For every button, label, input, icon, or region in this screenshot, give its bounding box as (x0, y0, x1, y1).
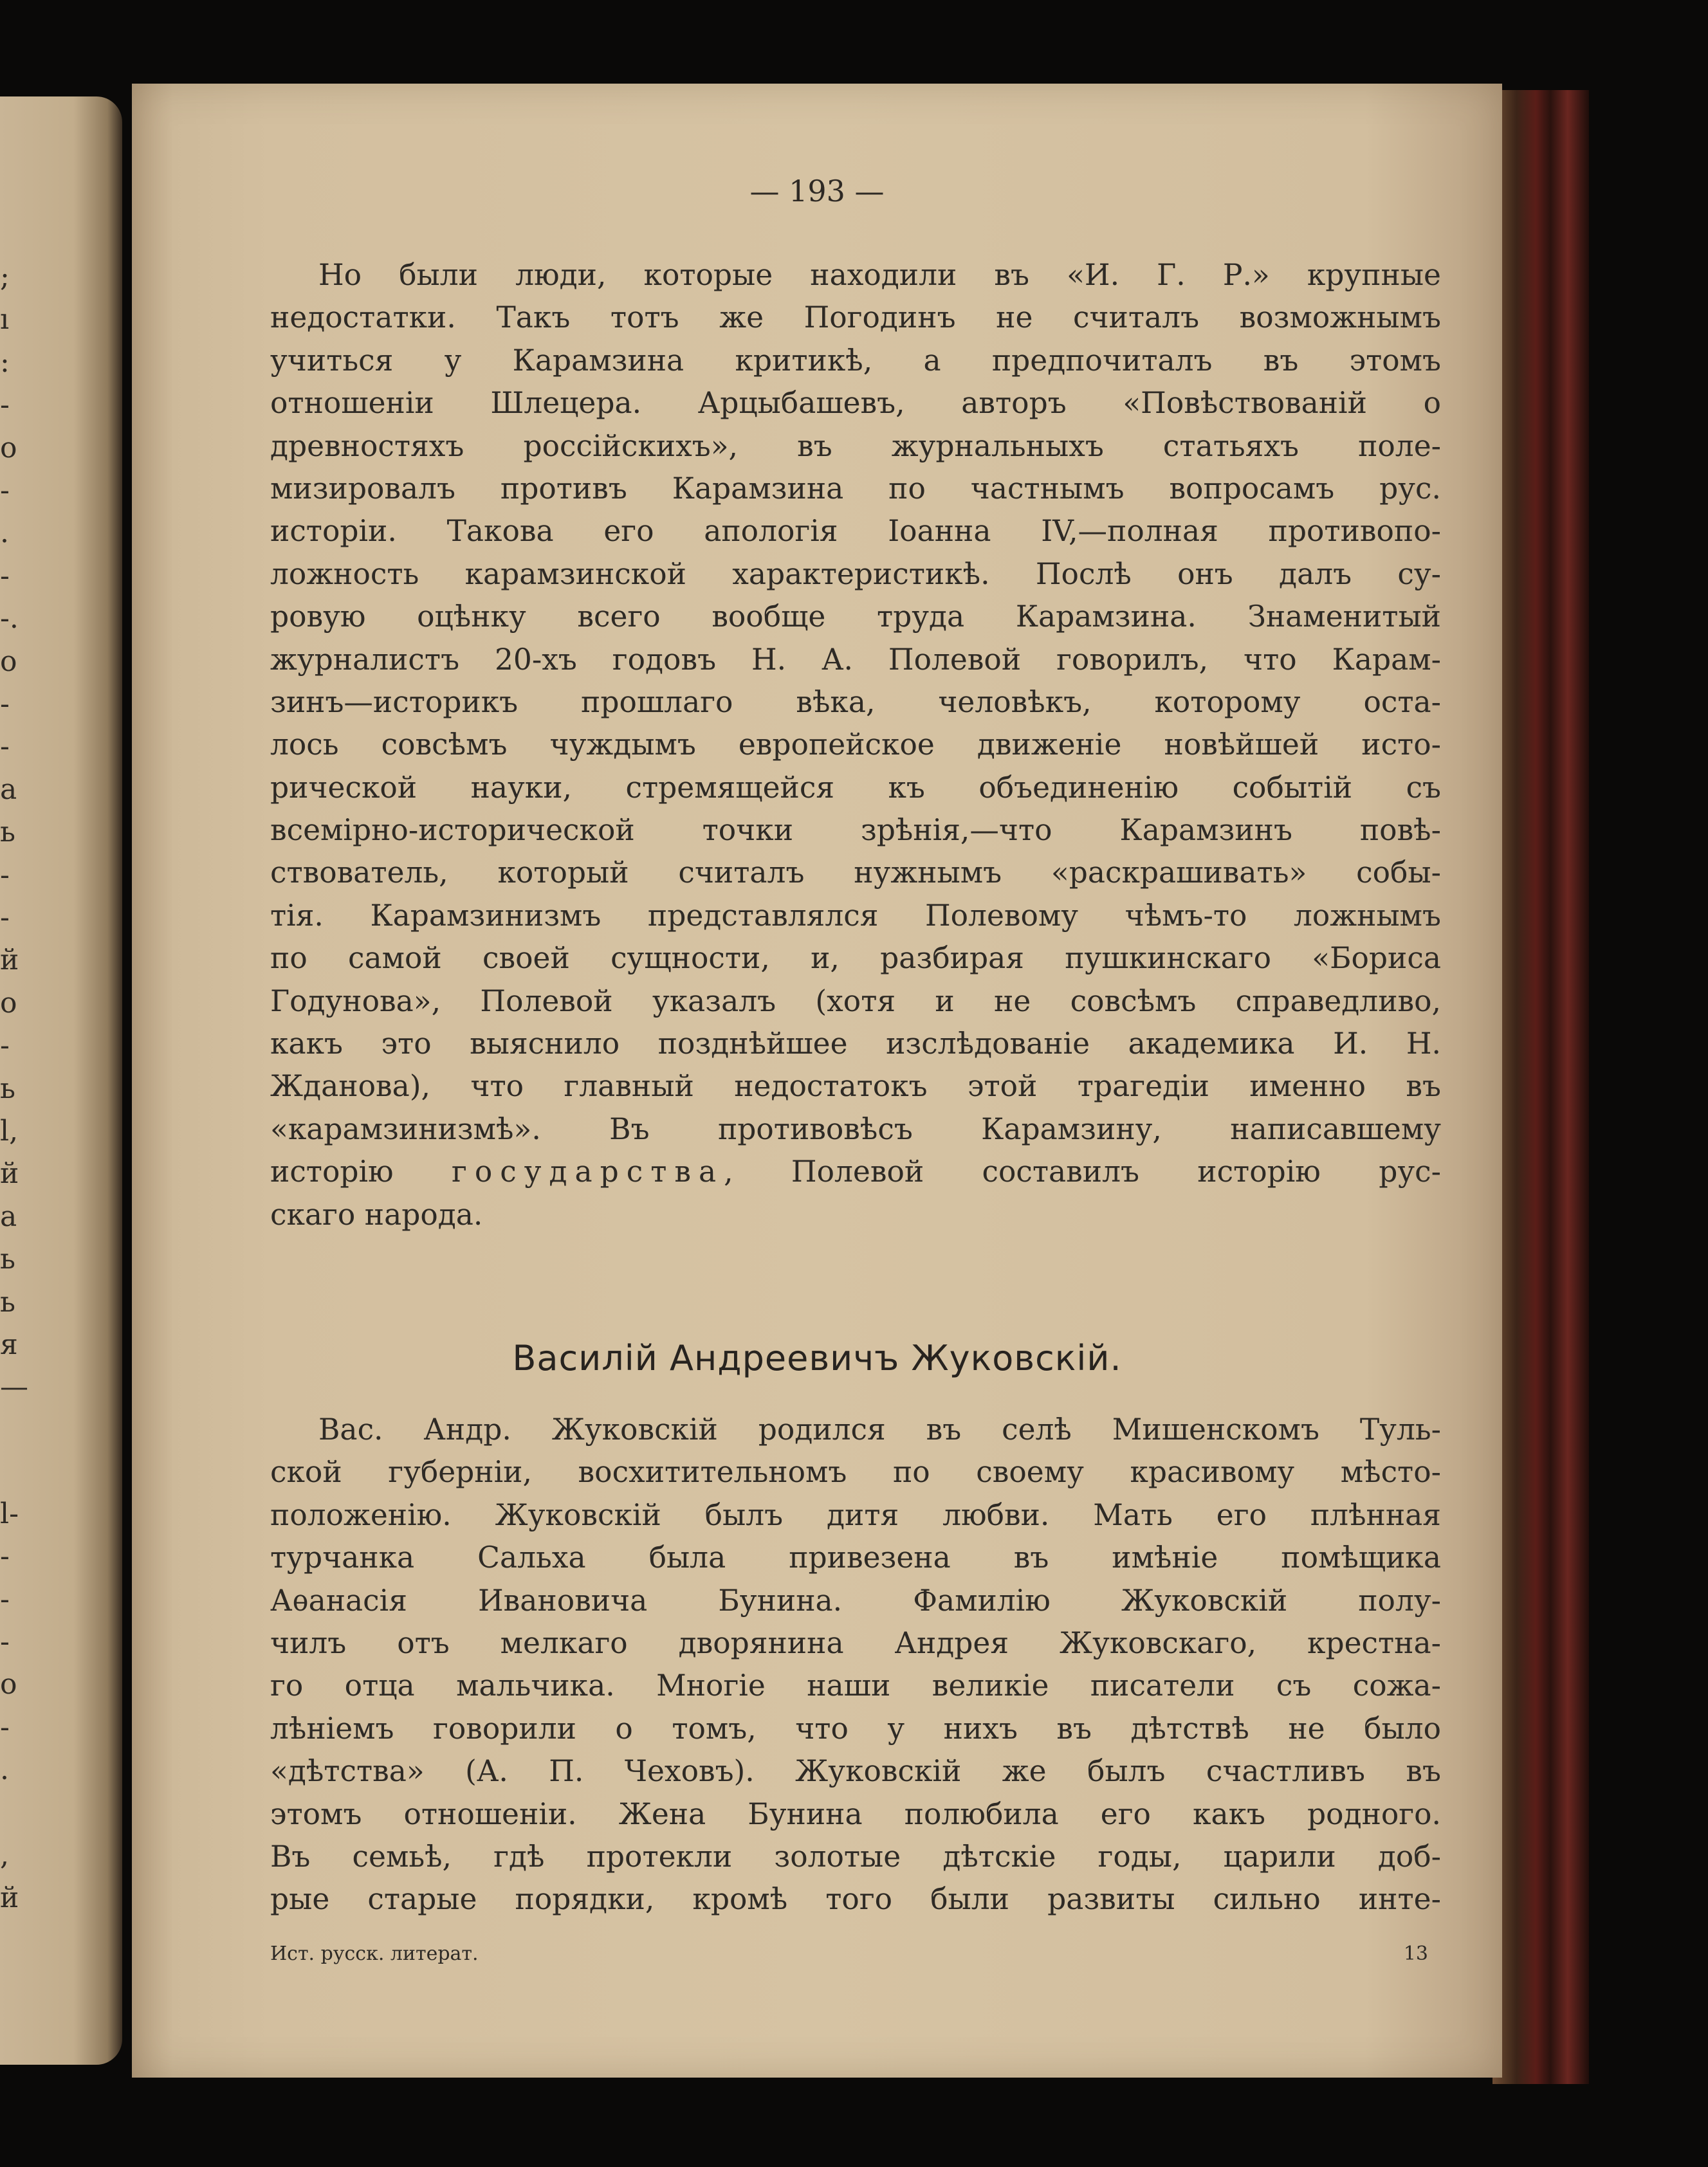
text-line: «карамзинизмѣ». Въ противовѣсъ Карамзину, написавшему (270, 1111, 1441, 1146)
text-line: мизировалъ противъ Карамзина по частнымъ вопросамъ рус. (270, 471, 1441, 506)
margin-fragment: - (0, 1029, 10, 1063)
margin-fragment: - (0, 559, 10, 592)
margin-fragment: - (0, 858, 10, 891)
text-line: недостатки. Такъ тотъ же Погодинъ не считалъ возможнымъ (270, 300, 1441, 335)
text-line: Въ семьѣ, гдѣ протекли золотые дѣтскiе годы, царили доб- (270, 1839, 1441, 1874)
text-line: исторiи. Такова его апологiя Iоанна IV,—полная противопо- (270, 514, 1441, 549)
margin-fragment: a (0, 1200, 17, 1233)
text-line: учиться у Карамзина критикѣ, а предпочиталъ въ этомъ (270, 343, 1441, 378)
text-line: рые старые порядки, кромѣ того были развиты сильно инте- (270, 1882, 1441, 1917)
text-line: ской губернiи, восхитительномъ по своему красивому мѣсто- (270, 1455, 1441, 1490)
section-heading: Василiй Андреевичъ Жуковскiй. (512, 1338, 1122, 1378)
text-line: Вас. Андр. Жуковскiй родился въ селѣ Мишенскомъ Туль- (318, 1413, 1441, 1447)
text-run: , Полевой составилъ исторiю рус- (724, 1155, 1441, 1189)
text-line: ствователь, который считалъ нужнымъ «раскрашивать» собы- (270, 855, 1441, 890)
text-line: Жданова), что главный недостатокъ этой трагедiи именно въ (270, 1069, 1441, 1104)
text-line: ложность карамзинской характеристикѣ. Послѣ онъ далъ су- (270, 556, 1441, 591)
text-line: турчанка Сальха была привезена въ имѣнiе помѣщика (270, 1541, 1441, 1575)
text-line: Аѳанасiя Ивановича Бунина. Фамилiю Жуковскiй полу- (270, 1583, 1441, 1618)
margin-fragment: я (0, 1328, 18, 1361)
paragraph-zhukovsky-biography (270, 1409, 1441, 1921)
margin-fragment: l- (0, 1497, 19, 1530)
margin-fragment: o (0, 986, 17, 1019)
margin-fragment: ь (0, 1243, 15, 1276)
margin-fragment: ı (0, 303, 10, 336)
margin-fragment: o (0, 645, 17, 678)
margin-fragment: ; (0, 261, 10, 293)
text-line: отношенiи Шлецера. Арцыбашевъ, авторъ «Повѣствованiй о (270, 386, 1441, 421)
margin-fragment: - (0, 688, 10, 720)
margin-fragment: - (0, 1540, 10, 1573)
previous-page-text-fragments (0, 96, 39, 2065)
text-line: какъ это выяснило позднѣйшее изслѣдованiе академика И. Н. (270, 1027, 1441, 1061)
margin-fragment: - (0, 474, 10, 507)
margin-fragment: , (0, 1839, 9, 1872)
text-line: положенiю. Жуковскiй былъ дитя любви. Мать его плѣнная (270, 1497, 1441, 1532)
previous-page-edge (0, 96, 122, 2065)
paragraph-karamzin-critics (270, 254, 1441, 1236)
book-page (132, 84, 1502, 2078)
text-line: ровую оцѣнку всего вообще труда Карамзина. Знаменитый (270, 599, 1441, 634)
margin-fragment: ь (0, 1285, 15, 1319)
margin-fragment: . (0, 517, 9, 550)
margin-fragment: - (0, 901, 10, 934)
margin-fragment: - (0, 389, 10, 422)
text-line: этомъ отношенiи. Жена Бунина полюбила его какъ родного. (270, 1797, 1441, 1831)
footer-book-title: Ист. русск. литерат. (270, 1943, 479, 1965)
book-binding-edge (1492, 90, 1589, 2084)
text-line: чилъ отъ мелкаго дворянина Андрея Жуковскаго, крестна- (270, 1625, 1441, 1660)
margin-fragment: й (0, 944, 19, 977)
text-line: журналистъ 20-хъ годовъ Н. А. Полевой говорилъ, что Карам- (270, 642, 1441, 677)
text-line: зинъ—историкъ прошлаго вѣка, человѣкъ, которому оста- (270, 684, 1441, 719)
text-run: исторiю (270, 1155, 452, 1189)
margin-fragment: o (0, 1668, 17, 1701)
margin-fragment: : (0, 345, 10, 379)
text-line: всемiрно-исторической точки зрѣнiя,—что Карамзинъ повѣ- (270, 813, 1441, 848)
text-line: тiя. Карамзинизмъ представлялся Полевому чѣмъ-то ложнымъ (270, 898, 1441, 933)
margin-fragment: -. (0, 602, 19, 635)
margin-fragment: - (0, 1582, 10, 1616)
text-line: «дѣтства» (А. П. Чеховъ). Жуковскiй же былъ счастливъ въ (270, 1754, 1441, 1789)
margin-fragment: l, (0, 1115, 19, 1148)
margin-fragment: й (0, 1881, 19, 1915)
margin-fragment: ь (0, 816, 15, 849)
text-line: го отца мальчика. Многiе наши великiе писатели съ сожа- (270, 1669, 1441, 1703)
page-number: — 193 — (749, 174, 885, 208)
text-line: по самой своей сущности, и, разбирая пушкинскаго «Бориса (270, 941, 1441, 976)
margin-fragment: й (0, 1157, 19, 1191)
text-line: скаго народа. (270, 1197, 483, 1232)
emphasized-word: государства (451, 1155, 724, 1189)
margin-fragment: — (0, 1371, 28, 1404)
margin-fragment: ь (0, 1072, 15, 1105)
text-line: Годунова», Полевой указалъ (хотя и не совсѣмъ справедливо, (270, 983, 1441, 1018)
margin-fragment: - (0, 1625, 10, 1658)
margin-fragment: . (0, 1753, 9, 1787)
margin-fragment: - (0, 1710, 10, 1744)
margin-fragment: - (0, 730, 10, 763)
text-line: лѣнiемъ говорили о томъ, что у нихъ въ дѣтствѣ не было (270, 1711, 1441, 1746)
text-line: Но были люди, которые находили въ «И. Г. Р.» крупные (318, 258, 1441, 292)
text-line (270, 1151, 1441, 1193)
text-line: рической науки, стремящейся къ объединенiю событiй съ (270, 770, 1441, 805)
margin-fragment: a (0, 773, 17, 806)
text-line: лось совсѣмъ чуждымъ европейское движенiе новѣйшей исто- (270, 727, 1441, 762)
margin-fragment: o (0, 431, 17, 464)
text-line: древностяхъ россiйскихъ», въ журнальныхъ статьяхъ поле- (270, 428, 1441, 463)
footer-signature-number: 13 (1403, 1943, 1428, 1965)
